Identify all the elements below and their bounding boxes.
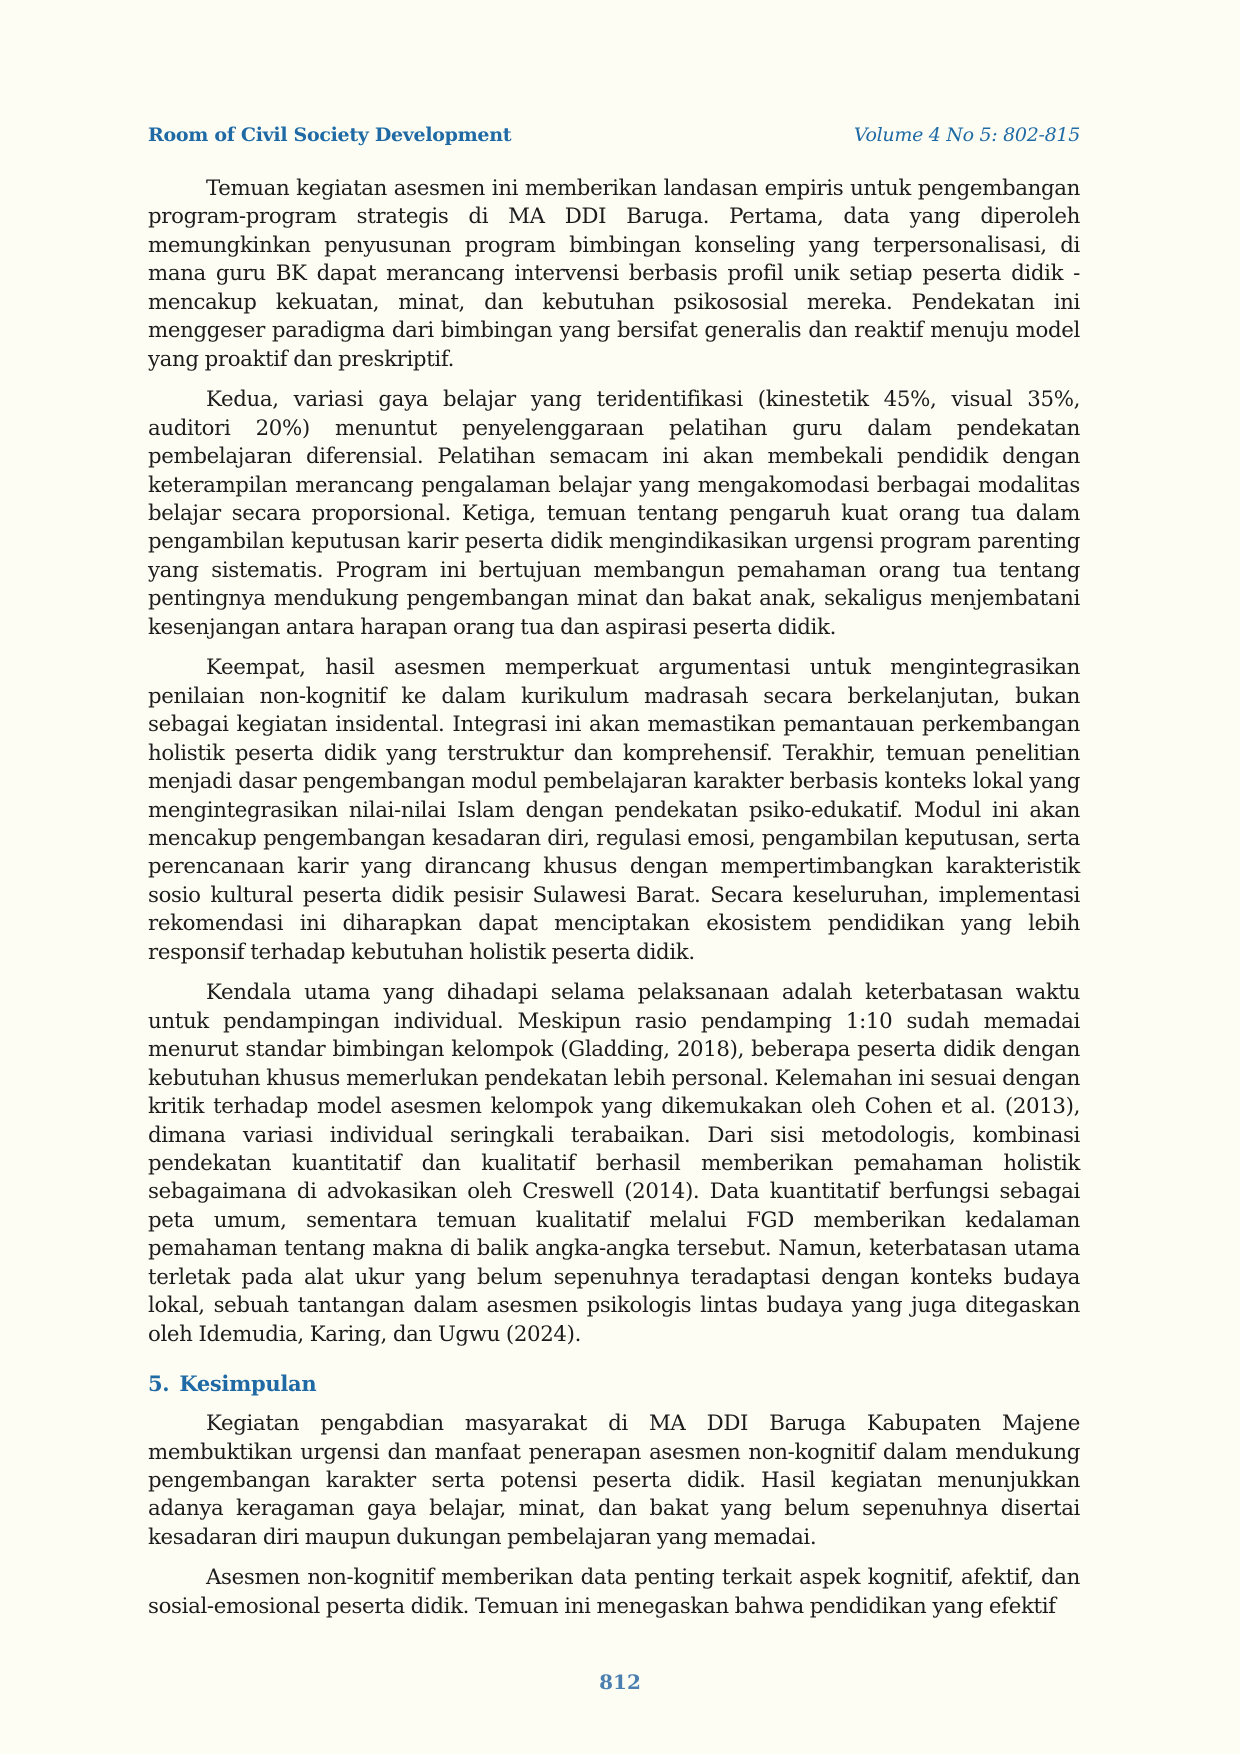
paragraph: Kedua, variasi gaya belajar yang teridentifikasi (kinestetik 45%, visual 35%, auditori 20%) menuntut penyelenggaraan pelatihan guru dalam pendekatan pembelajaran diferensial. Pelatihan semacam ini akan membekali pendidik dengan keterampilan merancang pengalaman belajar yang mengakomodasi berbagai modalitas belajar secara proporsional. Ketiga, temuan tentang pengaruh kuat orang tua dalam pengambilan keputusan karir peserta didik mengindikasikan urgensi program parenting yang sistematis. Program ini bertujuan membangun pemahaman orang tua tentang pentingnya mendukung pengembangan minat dan bakat anak, sekaligus menjembatani kesenjangan antara harapan orang tua dan aspirasi peserta didik. <box>148 387 1080 640</box>
page-number: 812 <box>599 1670 641 1694</box>
paragraph: Temuan kegiatan asesmen ini memberikan landasan empiris untuk pengembangan program-program strategis di MA DDI Baruga. Pertama, data yang diperoleh memungkinkan penyusunan program bimbingan konseling yang terpersonalisasi, di mana guru BK dapat merancang intervensi berbasis profil unik setiap peserta didik - mencakup kekuatan, minat, dan kebutuhan psikososial mereka. Pendekatan ini menggeser paradigma dari bimbingan yang bersifat generalis dan reaktif menuju model yang proaktif dan preskriptif. <box>148 176 1080 372</box>
paragraph: Kegiatan pengabdian masyarakat di MA DDI Baruga Kabupaten Majene membuktikan urgensi dan manfaat penerapan asesmen non-kognitif dalam mendukung pengembangan karakter serta potensi peserta didik. Hasil kegiatan menunjukkan adanya keragaman gaya belajar, minat, dan bakat yang belum sepenuhnya disertai kesadaran diri maupun dukungan pembelajaran yang memadai. <box>148 1411 1080 1550</box>
section-number: 5. <box>148 1371 170 1397</box>
article-body <box>148 175 1080 1633</box>
volume-info: Volume 4 No 5: 802-815 <box>853 124 1080 146</box>
paragraph: Kendala utama yang dihadapi selama pelaksanaan adalah keterbatasan waktu untuk pendampingan individual. Meskipun rasio pendamping 1:10 sudah memadai menurut standar bimbingan kelompok (Gladding, 2018), beberapa peserta didik dengan kebutuhan khusus memerlukan pendekatan lebih personal. Kelemahan ini sesuai dengan kritik terhadap model asesmen kelompok yang dikemukakan oleh Cohen et al. (2013), dimana variasi individual seringkali terabaikan. Dari sisi metodologis, kombinasi pendekatan kuantitatif dan kualitatif berhasil memberikan pemahaman holistik sebagaimana di advokasikan oleh Creswell (2014). Data kuantitatif berfungsi sebagai peta umum, sementara temuan kualitatif melalui FGD memberikan kedalaman pemahaman tentang makna di balik angka-angka tersebut. Namun, keterbatasan utama terletak pada alat ukur yang belum sepenuhnya teradaptasi dengan konteks budaya lokal, sebuah tantangan dalam asesmen psikologis lintas budaya yang juga ditegaskan oleh Idemudia, Karing, dan Ugwu (2024). <box>148 980 1080 1347</box>
paragraph: Asesmen non-kognitif memberikan data penting terkait aspek kognitif, afektif, dan sosial-emosional peserta didik. Temuan ini menegaskan bahwa pendidikan yang efektif <box>148 1565 1080 1619</box>
journal-name: Room of Civil Society Development <box>148 124 512 146</box>
section-title: Kesimpulan <box>179 1371 317 1397</box>
section-heading <box>148 1371 1080 1396</box>
paragraph: Keempat, hasil asesmen memperkuat argumentasi untuk mengintegrasikan penilaian non-kognitif ke dalam kurikulum madrasah secara berkelanjutan, bukan sebagai kegiatan insidental. Integrasi ini akan memastikan pemantauan perkembangan holistik peserta didik yang terstruktur dan komprehensif. Terakhir, temuan penelitian menjadi dasar pengembangan modul pembelajaran karakter berbasis konteks lokal yang mengintegrasikan nilai-nilai Islam dengan pendekatan psiko-edukatif. Modul ini akan mencakup pengembangan kesadaran diri, regulasi emosi, pengambilan keputusan, serta perencanaan karir yang dirancang khusus dengan mempertimbangkan karakteristik sosio kultural peserta didik pesisir Sulawesi Barat. Secara keseluruhan, implementasi rekomendasi ini diharapkan dapat menciptakan ekosistem pendidikan yang lebih responsif terhadap kebutuhan holistik peserta didik. <box>148 655 1080 965</box>
page-header <box>148 124 1080 150</box>
